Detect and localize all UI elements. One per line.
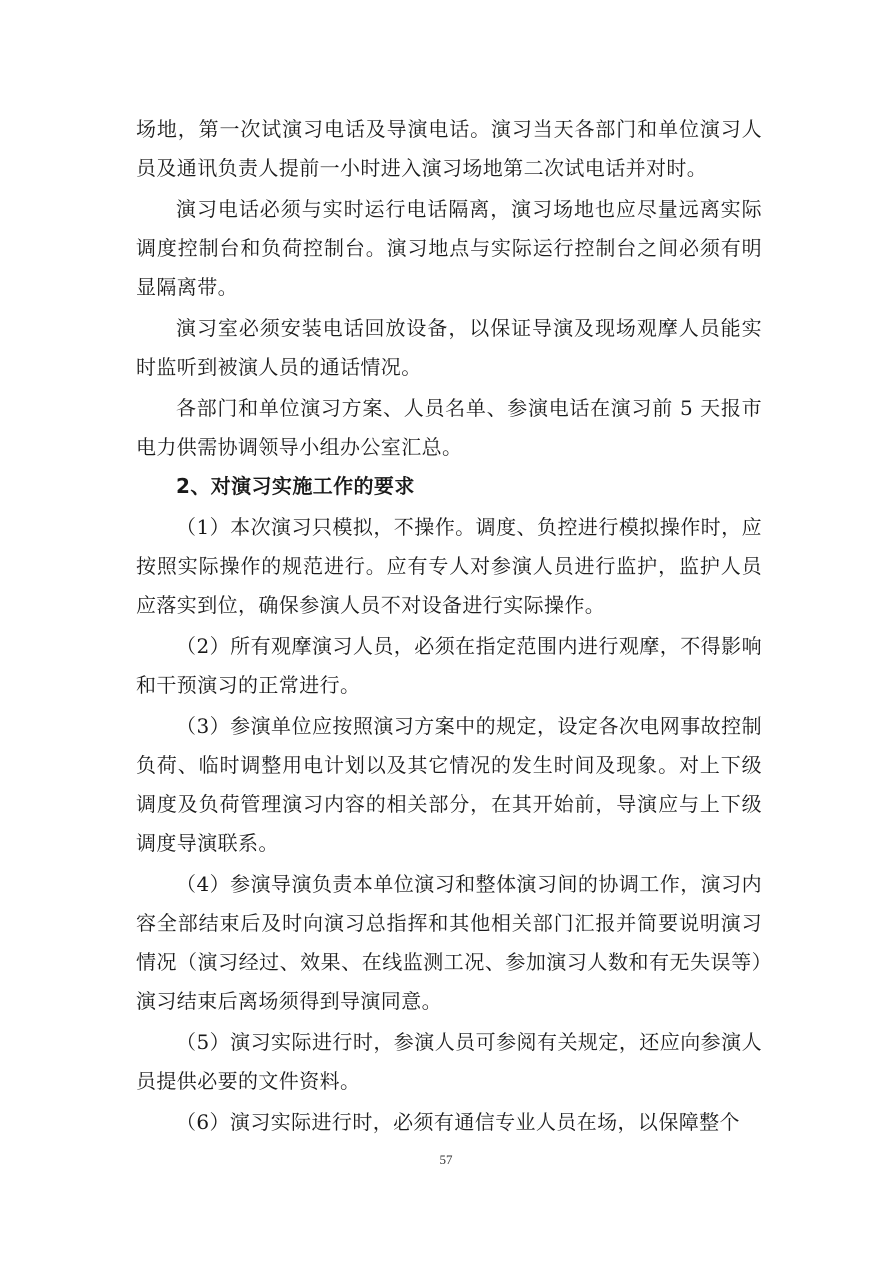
paragraph-playback-equipment: 演习室必须安装电话回放设备，以保证导演及现场观摩人员能实时监听到被演人员的通话情况。 [136,316,762,379]
paragraph-submission: 各部门和单位演习方案、人员名单、参演电话在演习前 5 天报市电力供需协调领导小组办公室汇总。 [136,396,762,459]
paragraph-item-2: （2）所有观摩演习人员，必须在指定范围内进行观摩，不得影响和干预演习的正常进行。 [136,634,762,697]
paragraph-item-3: （3）参演单位应按照演习方案中的规定，设定各次电网事故控制负荷、临时调整用电计划以及其它情况的发生时间及现象。对上下级调度及负荷管理演习内容的相关部分，在其开始前，导演应与上下级调度导演联系。 [136,714,762,855]
paragraph-item-1: （1）本次演习只模拟，不操作。调度、负控进行模拟操作时，应按照实际操作的规范进行。应有专人对参演人员进行监护，监护人员应落实到位，确保参演人员不对设备进行实际操作。 [136,515,762,617]
page-number: 57 [439,1152,453,1167]
paragraph-phone-isolation: 演习电话必须与实时运行电话隔离，演习场地也应尽量远离实际调度控制台和负荷控制台。演习地点与实际运行控制台之间必须有明显隔离带。 [136,197,762,299]
section-heading: 2、对演习实施工作的要求 [176,474,415,498]
paragraph-continuation: 场地，第一次试演习电话及导演电话。演习当天各部门和单位演习人员及通讯负责人提前一小时进入演习场地第二次试电话并对时。 [136,117,762,180]
paragraph-item-5: （5）演习实际进行时，参演人员可参阅有关规定，还应向参演人员提供必要的文件资料。 [136,1030,762,1093]
paragraph-item-6: （6）演习实际进行时，必须有通信专业人员在场，以保障整个 [176,1110,740,1134]
paragraph-item-4: （4）参演导演负责本单位演习和整体演习间的协调工作，演习内容全部结束后及时向演习总指挥和其他相关部门汇报并简要说明演习情况（演习经过、效果、在线监测工况、参加演习人数和有无失误等）演习结束后离场须得到导演同意。 [136,872,762,1013]
document-body [136,110,762,1142]
